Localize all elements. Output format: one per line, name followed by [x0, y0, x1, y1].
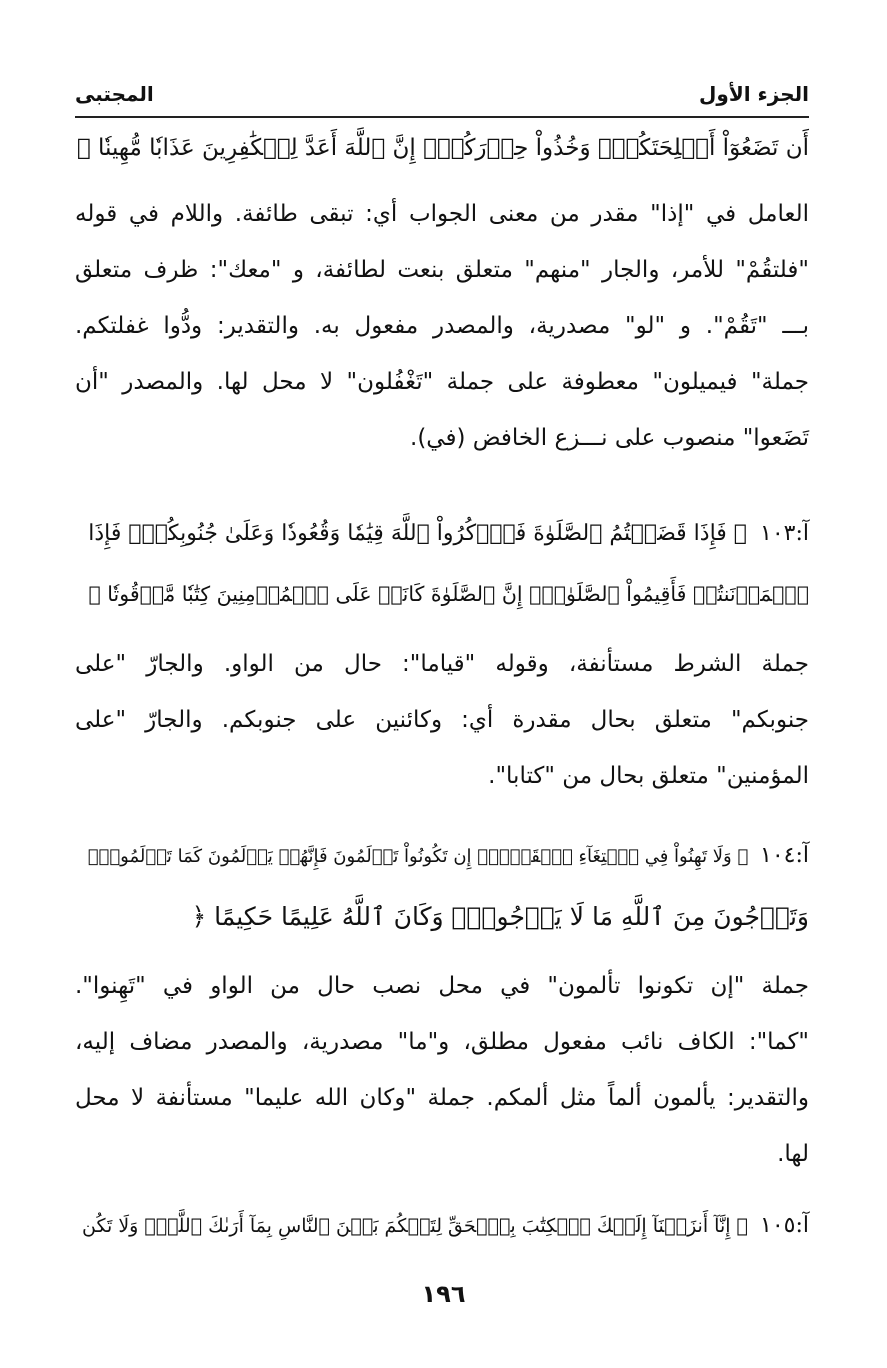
verse-reference: آ:١٠٤	[760, 843, 809, 868]
verse-102-continuation	[75, 118, 809, 178]
text-line: العامل في "إذا" مقدر من معنى الجواب أي: تبقى طائفة. واللام في قوله	[75, 201, 809, 227]
page-number: ١٩٦	[421, 1280, 466, 1308]
text-line: جملة "إن تكونوا تألمون" في محل نصب حال من الواو في "تَهِنوا".	[75, 973, 809, 999]
text-line: والتقدير: يألمون ألماً مثل ألمكم. جملة "وكان الله عليما" مستأنفة لا محل	[75, 1085, 809, 1111]
verse-line: أَن تَضَعُوٓاْ أَسۡلِحَتَكُمۡۖ وَخُذُواْ حِذۡرَكُمۡۗ إِنَّ ٱللَّهَ أَعَدَّ لِلۡكَٰفِرِينَ عَذَابٗا مُّهِينٗا ﴿	[76, 135, 809, 161]
verse-text: ﴿ فَإِذَا قَضَيۡتُمُ ٱلصَّلَوٰةَ فَٱذۡكُرُواْ ٱللَّهَ قِيَٰمٗا وَقُعُودٗا وَعَلَىٰ جُنُوبِكُمۡۚ فَإِذَا	[88, 521, 748, 546]
verse-line	[75, 826, 809, 887]
text-line: "كما": الكاف نائب مفعول مطلق، و"ما" مصدرية، والمصدر مضاف إليه،	[75, 1029, 809, 1055]
verse-103	[75, 504, 809, 624]
commentary-102	[75, 186, 809, 466]
text-line: جملة الشرط مستأنفة، وقوله "قياما": حال من الواو. والجارّ "على	[75, 651, 809, 677]
verse-text: ﴿ وَلَا تَهِنُواْ فِي ٱبۡتِغَآءِ ٱلۡقَوۡمِۖ إِن تَكُونُواْ تَأۡلَمُونَ فَإِنَّهُمۡ يَأۡلَمُونَ كَمَا تَأۡلَمُونَۖ	[87, 846, 749, 867]
text-line: المؤمنين" متعلق بحال من "كتابا".	[488, 763, 809, 789]
header-book-title: المجتبى	[75, 82, 154, 106]
text-line: "فلتقُمْ" للأمر، والجار "منهم" متعلق بنعت لطائفة، و "معك": ظرف متعلق	[75, 257, 809, 283]
text-line: جنوبكم" متعلق بحال مقدرة أي: وكائنين على جنوبكم. والجارّ "على	[75, 707, 809, 733]
verse-line	[75, 504, 809, 564]
commentary-104	[75, 958, 809, 1182]
verse-reference: آ:١٠٣	[760, 521, 809, 546]
verse-105	[75, 1196, 809, 1256]
text-line: لها.	[777, 1141, 809, 1167]
verse-text: ﴿ إِنَّآ أَنزَلۡنَآ إِلَيۡكَ ٱلۡكِتَٰبَ بِٱلۡحَقِّ لِتَحۡكُمَ بَيۡنَ ٱلنَّاسِ بِمَآ أَرَىٰكَ ٱللَّهُۚ وَلَا تَكُن	[82, 1215, 748, 1237]
verse-104	[75, 826, 809, 947]
text-line: بـــ "تَقُمْ". و "لو" مصدرية، والمصدر مفعول به. والتقدير: ودُّوا غفلتكم.	[75, 313, 809, 339]
verse-line: ٱطۡمَأۡنَنتُمۡ فَأَقِيمُواْ ٱلصَّلَوٰةَۚ إِنَّ ٱلصَّلَوٰةَ كَانَتۡ عَلَى ٱلۡمُؤۡمِنِينَ كِتَٰبٗا مَّوۡقُوتٗا ﴿	[88, 582, 809, 606]
verse-line	[75, 1196, 809, 1256]
verse-line: وَتَرۡجُونَ مِنَ ٱللَّهِ مَا لَا يَرۡجُونَۗ وَكَانَ ٱللَّهُ عَلِيمًا حَكِيمًا ﴿	[191, 902, 809, 931]
commentary-103	[75, 636, 809, 804]
text-line: جملة" فيميلون" معطوفة على جملة "تَغْفُلون" لا محل لها. والمصدر "أن	[75, 369, 809, 395]
header-part-title: الجزء الأول	[699, 82, 809, 106]
running-header	[75, 82, 809, 106]
text-line: تَضَعوا" منصوب على نـــزع الخافض (في).	[410, 425, 809, 451]
verse-reference: آ:١٠٥	[760, 1213, 809, 1238]
